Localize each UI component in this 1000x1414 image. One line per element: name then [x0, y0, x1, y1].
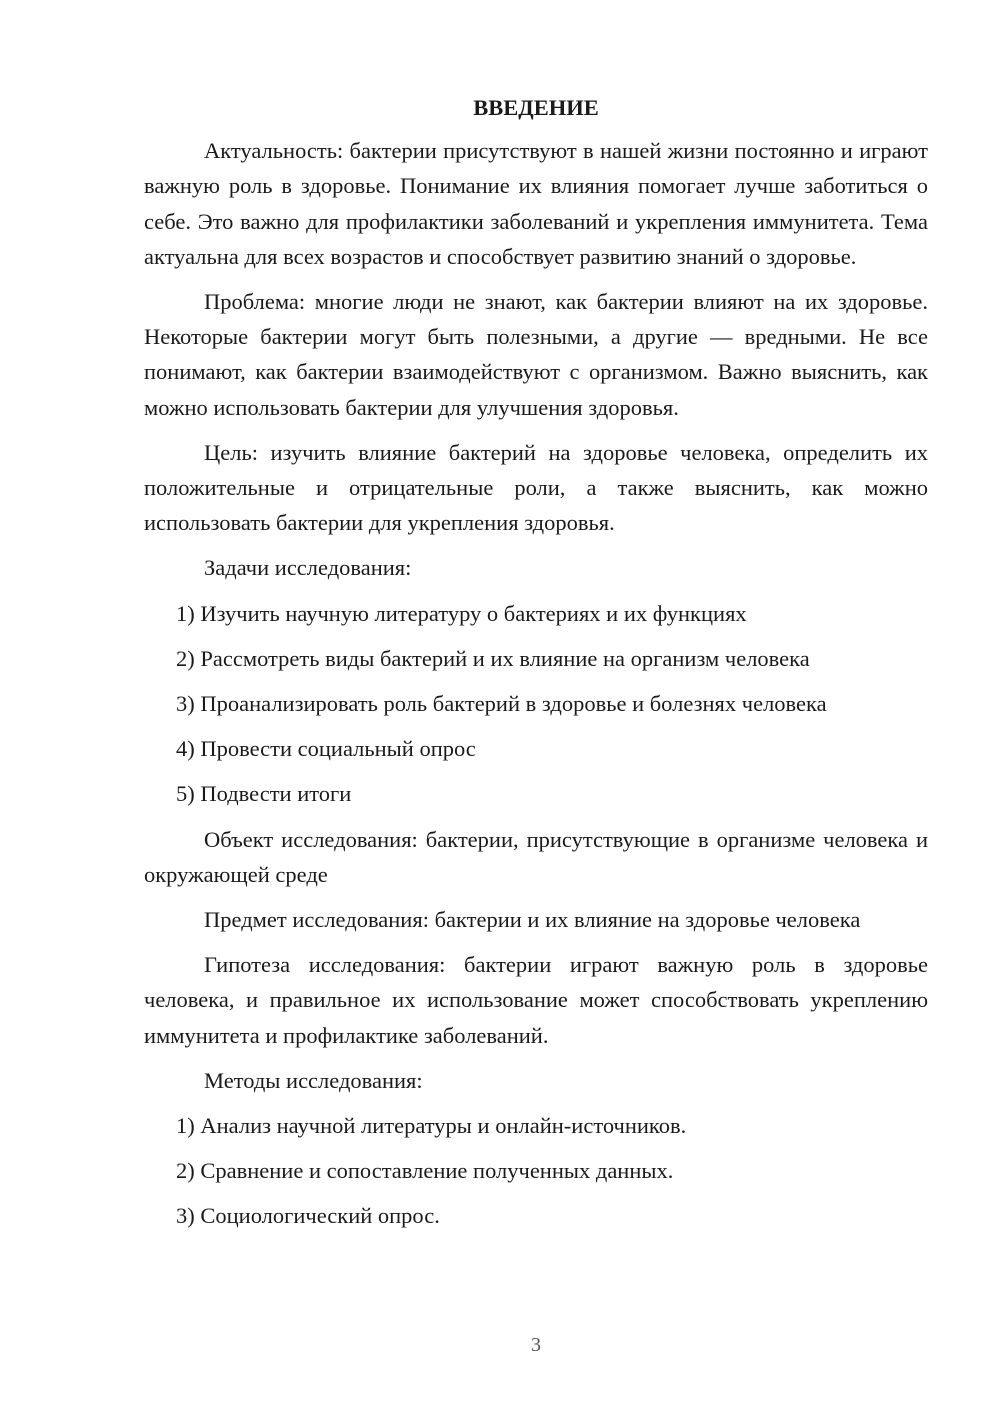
- method-item: 1) Анализ научной литературы и онлайн-источников.: [176, 1113, 687, 1139]
- task-item: 1) Изучить научную литературу о бактериях и их функциях: [176, 600, 747, 626]
- section-heading: ВВЕДЕНИЕ: [473, 95, 599, 120]
- tasks-list: [144, 596, 928, 812]
- object-paragraph: Объект исследования: бактерии, присутствующие в организме человека и окружающей среде: [144, 826, 928, 887]
- task-item: 3) Проанализировать роль бактерий в здоровье и болезнях человека: [176, 691, 827, 717]
- methods-list: [144, 1108, 928, 1234]
- page-number: 3: [531, 1334, 541, 1356]
- problem-paragraph: Проблема: многие люди не знают, как бактерии влияют на их здоровье. Некоторые бактерии могут быть полезными, а другие — вредными. Не все понимают, как бактерии взаимодействуют с организмом. Важно выяснить, как можно использовать бактерии для улучшения здоровья.: [144, 289, 928, 420]
- tasks-label: Задачи исследования:: [204, 555, 412, 581]
- goal-paragraph: Цель: изучить влияние бактерий на здоровье человека, определить их положительные и отрицательные роли, а также выяснить, как можно использовать бактерии для укрепления здоровья.: [144, 439, 928, 536]
- hypothesis-paragraph: Гипотеза исследования: бактерии играют важную роль в здоровье человека, и правильное их использование может способствовать укреплению иммунитета и профилактике заболеваний.: [144, 952, 928, 1048]
- task-item: 5) Подвести итоги: [176, 781, 352, 807]
- subject-paragraph: Предмет исследования: бактерии и их влияние на здоровье человека: [204, 907, 861, 933]
- task-item: 4) Провести социальный опрос: [176, 736, 476, 762]
- task-item: 2) Рассмотреть виды бактерий и их влияние на организм человека: [176, 645, 810, 671]
- document-page: [144, 90, 928, 1244]
- method-item: 3) Социологический опрос.: [176, 1203, 440, 1229]
- methods-label: Методы исследования:: [204, 1067, 423, 1093]
- relevance-paragraph: Актуальность: бактерии присутствуют в нашей жизни постоянно и играют важную роль в здоровье. Понимание их влияния помогает лучше заботиться о себе. Это важно для профилактики заболеваний и укрепления иммунитета. Тема актуальна для всех возрастов и способствует развитию знаний о здоровье.: [144, 138, 928, 269]
- method-item: 2) Сравнение и сопоставление полученных данных.: [176, 1158, 674, 1184]
